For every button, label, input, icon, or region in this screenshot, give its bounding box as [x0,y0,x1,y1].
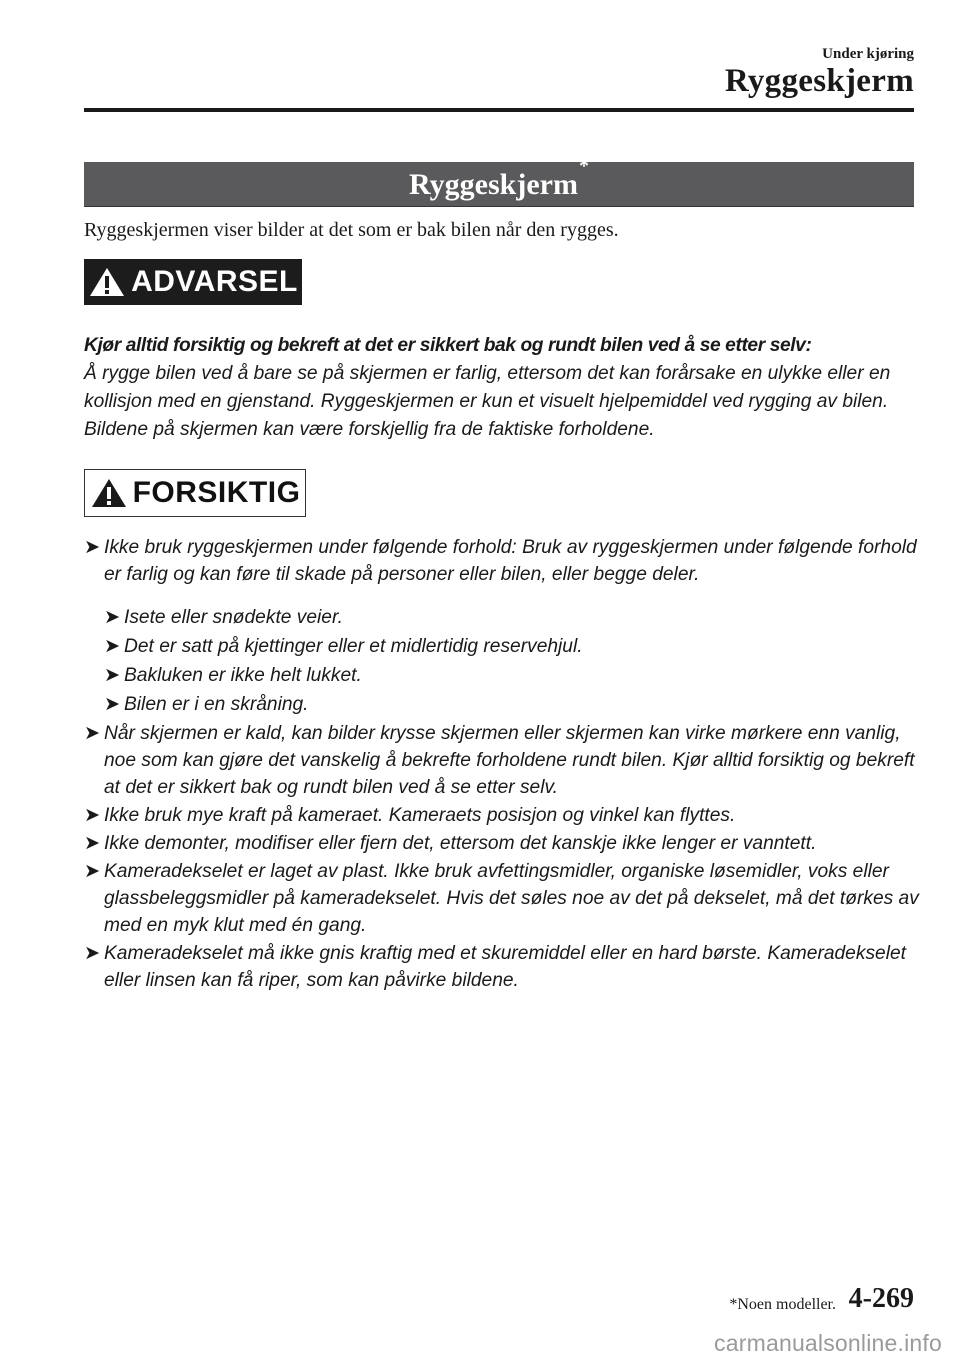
header-section: Under kjøring [822,46,914,62]
warning-heading: Kjør alltid forsiktig og bekreft at det er sikkert bak og rundt bilen ved å se etter selv: [84,335,812,356]
intro-text: Ryggeskjermen viser bilder at det som er bak bilen når den rygges. [84,219,619,241]
list-subitem [84,633,924,660]
arrowhead-bullet-icon: ➤ [104,636,121,657]
list-item-text: Kameradekselet må ikke gnis kraftig med et skuremiddel eller en hard børste. Kameradekselet eller linsen kan få riper, som kan påvirke bildene. [104,943,906,991]
watermark: carmanualsonline.info [714,1330,942,1356]
list-subitem [84,662,924,689]
page-number: 4-269 [848,1283,914,1314]
arrowhead-bullet-icon: ➤ [84,537,101,558]
list-subitem-text: Det er satt på kjettinger eller et midlertidig reservehjul. [124,636,583,657]
list-item-text: Kameradekselet er laget av plast. Ikke bruk avfettingsmidler, organiske løsemidler, voks eller glassbeleggsmidler på kameradekselet. Hvis det søles noe av det på dekselet, må det tørkes av med en myk klut med én gang. [104,861,919,936]
list-item [84,858,924,939]
arrowhead-bullet-icon: ➤ [84,943,101,964]
list-item [84,534,924,588]
list-item [84,802,924,829]
list-subitem-text: Isete eller snødekte veier. [124,607,343,628]
arrowhead-bullet-icon: ➤ [104,607,121,628]
header-title: Ryggeskjerm [724,63,914,99]
list-item [84,720,924,801]
warning-label-text: ADVARSEL [131,265,298,298]
warning-label [84,259,302,305]
header-rule [84,108,914,112]
warning-body: Å rygge bilen ved å bare se på skjermen er farlig, ettersom det kan forårsake en ulykke eller en kollisjon med en gjenstand. Ryggeskjermen er kun et visuelt hjelpemiddel ved rygging av bilen. Bildene på skjermen kan være forskjellig fra de faktiske forholdene. [84,363,891,440]
arrowhead-bullet-icon: ➤ [84,723,101,744]
arrowhead-bullet-icon: ➤ [84,833,101,854]
banner-marker: * [578,155,589,177]
list-subitem [84,691,924,718]
arrowhead-bullet-icon: ➤ [84,861,101,882]
banner-title: Ryggeskjerm [409,168,578,201]
warning-triangle-icon [88,266,126,298]
list-item-text: Ikke demonter, modifiser eller fjern det, ettersom det kanskje ikke lenger er vanntett. [104,833,817,854]
list-subitem-text: Bilen er i en skråning. [124,694,309,715]
list-item [84,940,924,994]
caution-label-text: FORSIKTIG [132,476,301,509]
list-subitem-text: Bakluken er ikke helt lukket. [124,665,362,686]
section-banner [84,155,914,207]
caution-triangle-icon [90,477,128,509]
warning-text [84,332,920,444]
arrowhead-bullet-icon: ➤ [84,805,101,826]
list-item [84,830,924,857]
list-item-text: Ikke bruk mye kraft på kameraet. Kameraets posisjon og vinkel kan flyttes. [104,805,736,826]
footnote: *Noen modeller. [729,1296,836,1313]
list-item-text: Ikke bruk ryggeskjermen under følgende forhold: Bruk av ryggeskjermen under følgende forhold er farlig og kan føre til skade på personer eller bilen, eller begge deler. [104,537,917,585]
caution-list [84,534,924,994]
arrowhead-bullet-icon: ➤ [104,694,121,715]
list-subitem [84,604,924,631]
arrowhead-bullet-icon: ➤ [104,665,121,686]
caution-label [84,469,306,517]
list-item-text: Når skjermen er kald, kan bilder krysse skjermen eller skjermen kan virke mørkere enn vanlig, noe som kan gjøre det vanskelig å bekrefte forholdene rundt bilen. Kjør alltid forsiktig og bekreft at det er sikkert bak og rundt bilen ved å se etter selv. [104,723,915,798]
